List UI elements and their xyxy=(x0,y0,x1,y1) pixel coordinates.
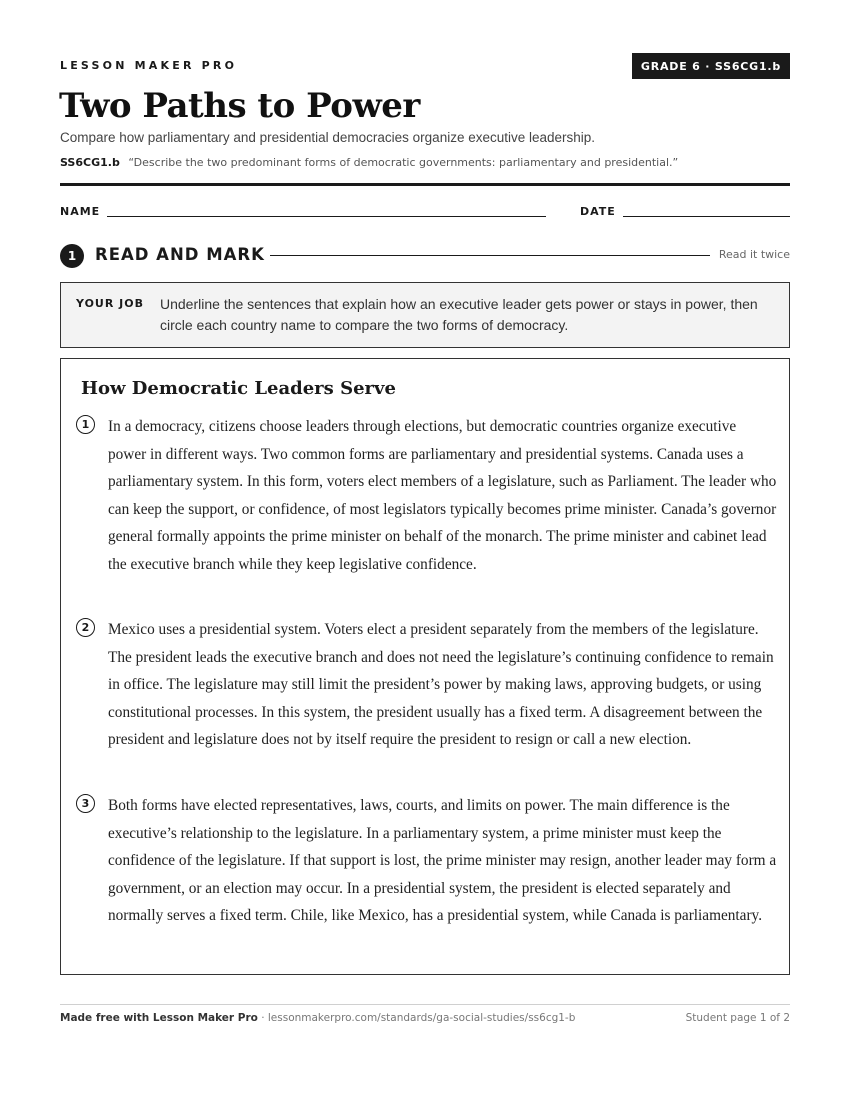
paragraph-number-1: 1 xyxy=(76,415,95,434)
footer-divider xyxy=(60,1004,790,1005)
grade-badge: GRADE 6 · SS6CG1.b xyxy=(632,53,790,79)
section-title: READ AND MARK xyxy=(95,245,265,264)
date-field[interactable] xyxy=(623,216,790,217)
paragraph-3[interactable]: Both forms have elected representatives, laws, courts, and limits on power. The main difference is the executive’s relationship to the legislature. In a parliamentary system, a prime minister must keep the confidence of the legislature. If that support is lost, the prime minister may resign, another leader may form a government, or an election may occur. In a presidential system, the president is elected separately and normally serves a fixed term. Chile, like Mexico, has a presidential system, while Canada is parliamentary. xyxy=(108,797,777,924)
paragraph-number-2: 2 xyxy=(76,618,95,637)
footer-made-label: Made free with Lesson Maker Pro xyxy=(60,1012,258,1024)
footer-url[interactable]: · lessonmakerpro.com/standards/ga-social-studies/ss6cg1-b xyxy=(257,1012,576,1024)
name-field[interactable] xyxy=(107,216,546,217)
job-label: YOUR JOB xyxy=(76,297,144,310)
page-subtitle: Compare how parliamentary and presidential democracies organize executive leadership. xyxy=(60,130,596,145)
footer-page-number: Student page 1 of 2 xyxy=(685,1012,790,1024)
job-instructions-box xyxy=(60,282,790,348)
paragraph-2[interactable]: Mexico uses a presidential system. Voters elect a president separately from the members of the legislature. The president leads the executive branch and does not need the legislature’s continuing confidence to remain in office. The legislature may still limit the president’s power by making laws, approving budgets, or using constitutional processes. In this system, the president usually has a fixed term. A disagreement between the president and legislature does not by itself require the president to resign or call a new election. xyxy=(108,621,774,748)
job-text: Underline the sentences that explain how an executive leader gets power or stays in power, then circle each country name to compare the two forms of democracy. xyxy=(160,296,758,333)
paragraph-1[interactable]: In a democracy, citizens choose leaders through elections, but democratic countries organize executive power in different ways. Two common forms are parliamentary and presidential systems. Canada uses a parliamentary system. In this form, voters elect members of a legislature, such as Parliament. The leader who can keep the support, or confidence, of most legislators typically becomes prime minister. Canada’s governor general formally appoints the prime minister on behalf of the monarch. The prime minister and cabinet lead the executive branch while they keep legislative confidence. xyxy=(108,418,777,573)
brand-label: LESSON MAKER PRO xyxy=(60,59,238,72)
footer-credit xyxy=(60,1012,575,1024)
header-divider xyxy=(60,183,790,186)
reading-title: How Democratic Leaders Serve xyxy=(81,378,396,399)
paragraph-number-3: 3 xyxy=(76,794,95,813)
section-note: Read it twice xyxy=(718,248,790,261)
standard-line xyxy=(60,156,678,169)
standard-code: SS6CG1.b xyxy=(60,156,120,169)
date-label: DATE xyxy=(580,205,616,218)
section-divider xyxy=(270,255,710,256)
standard-text: “Describe the two predominant forms of democratic governments: parliamentary and presidential.” xyxy=(128,156,679,169)
section-number-badge: 1 xyxy=(60,244,84,268)
name-label: NAME xyxy=(60,205,101,218)
reading-passage xyxy=(60,358,790,975)
page-title: Two Paths to Power xyxy=(59,86,420,126)
